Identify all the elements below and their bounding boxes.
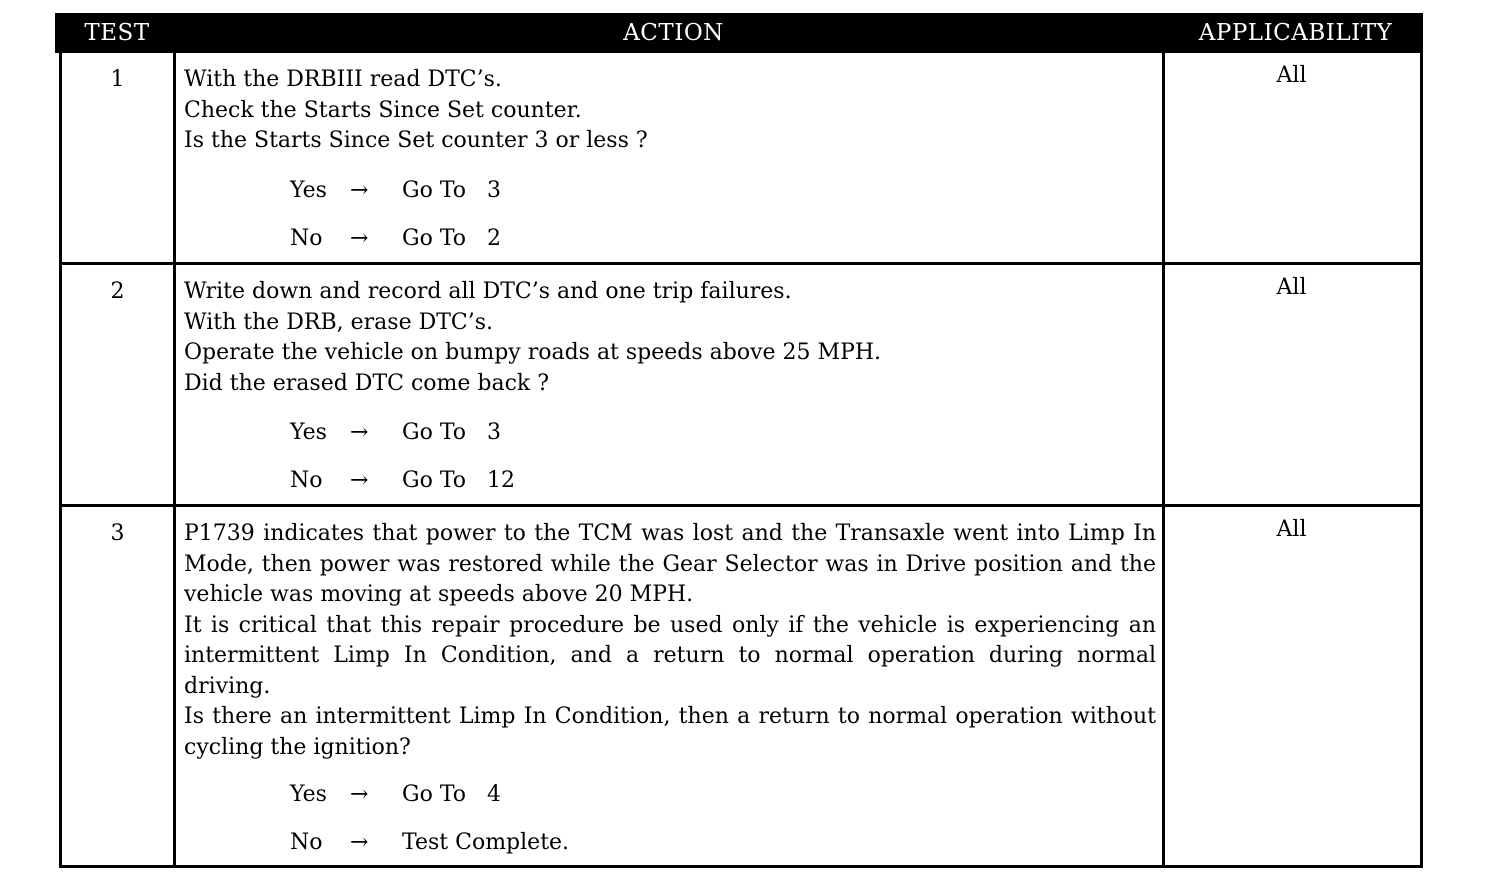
action-line: Check the Starts Since Set counter. xyxy=(184,97,582,123)
action-line: Did the erased DTC come back ? xyxy=(184,370,550,396)
arrow-icon: → xyxy=(350,420,369,446)
applicability-value: All xyxy=(1276,63,1307,88)
applicability-value: All xyxy=(1276,275,1307,300)
no-label: No xyxy=(290,467,323,493)
action-line: With the DRB, erase DTC’s. xyxy=(184,309,494,335)
diagnostic-test-table xyxy=(55,13,1423,868)
no-label: No xyxy=(290,829,323,855)
yes-label: Yes xyxy=(290,420,327,446)
table-header xyxy=(55,13,1423,53)
action-cell xyxy=(176,507,1165,865)
yes-branch xyxy=(290,773,1156,818)
action-cell xyxy=(176,265,1165,504)
no-result: Go To 2 xyxy=(402,226,501,252)
action-cell xyxy=(176,53,1165,262)
no-result: Test Complete. xyxy=(402,829,570,855)
header-action: ACTION xyxy=(623,20,724,46)
arrow-icon: → xyxy=(350,467,369,493)
action-line: With the DRBIII read DTC’s. xyxy=(184,67,502,92)
table-body xyxy=(59,53,1423,868)
no-result: Go To 12 xyxy=(402,467,515,493)
table-row xyxy=(62,53,1420,262)
action-line: Write down and record all DTC’s and one trip failures. xyxy=(184,279,792,304)
yes-label: Yes xyxy=(290,178,327,204)
action-line: Operate the vehicle on bumpy roads at speeds above 25 MPH. xyxy=(184,340,882,365)
yes-result: Go To 3 xyxy=(402,420,501,446)
action-paragraph: It is critical that this repair procedure be used only if the vehicle is experiencing an intermittent Limp In Condition, and a return to normal operation during normal driving. xyxy=(184,612,1156,699)
table-row xyxy=(62,262,1420,504)
action-paragraph: Is there an intermittent Limp In Condition, then a return to normal operation without cycling the ignition? xyxy=(184,704,1156,760)
arrow-icon: → xyxy=(350,178,369,204)
test-number: 1 xyxy=(62,53,176,262)
yes-branch xyxy=(290,411,1156,456)
arrow-icon: → xyxy=(350,226,369,252)
yes-branch xyxy=(290,169,1156,215)
arrow-icon: → xyxy=(350,829,369,855)
header-applicability: APPLICABILITY xyxy=(1198,20,1393,46)
no-branch xyxy=(290,215,1156,265)
test-number: 3 xyxy=(62,507,176,865)
no-branch xyxy=(290,456,1156,506)
table-row xyxy=(62,504,1420,865)
test-number: 2 xyxy=(62,265,176,504)
arrow-icon: → xyxy=(350,782,369,808)
no-branch xyxy=(290,818,1156,868)
applicability-value: All xyxy=(1276,517,1307,542)
yes-result: Go To 3 xyxy=(402,178,501,204)
action-line: Is the Starts Since Set counter 3 or less ? xyxy=(184,128,648,153)
header-test: TEST xyxy=(84,20,150,46)
yes-result: Go To 4 xyxy=(402,782,501,808)
yes-label: Yes xyxy=(290,782,327,808)
no-label: No xyxy=(290,226,323,252)
action-paragraph: P1739 indicates that power to the TCM was lost and the Transaxle went into Limp In Mode, then power was restored while the Gear Selector was in Drive position and the vehicle was moving at speeds above 20 MPH. xyxy=(184,521,1156,607)
